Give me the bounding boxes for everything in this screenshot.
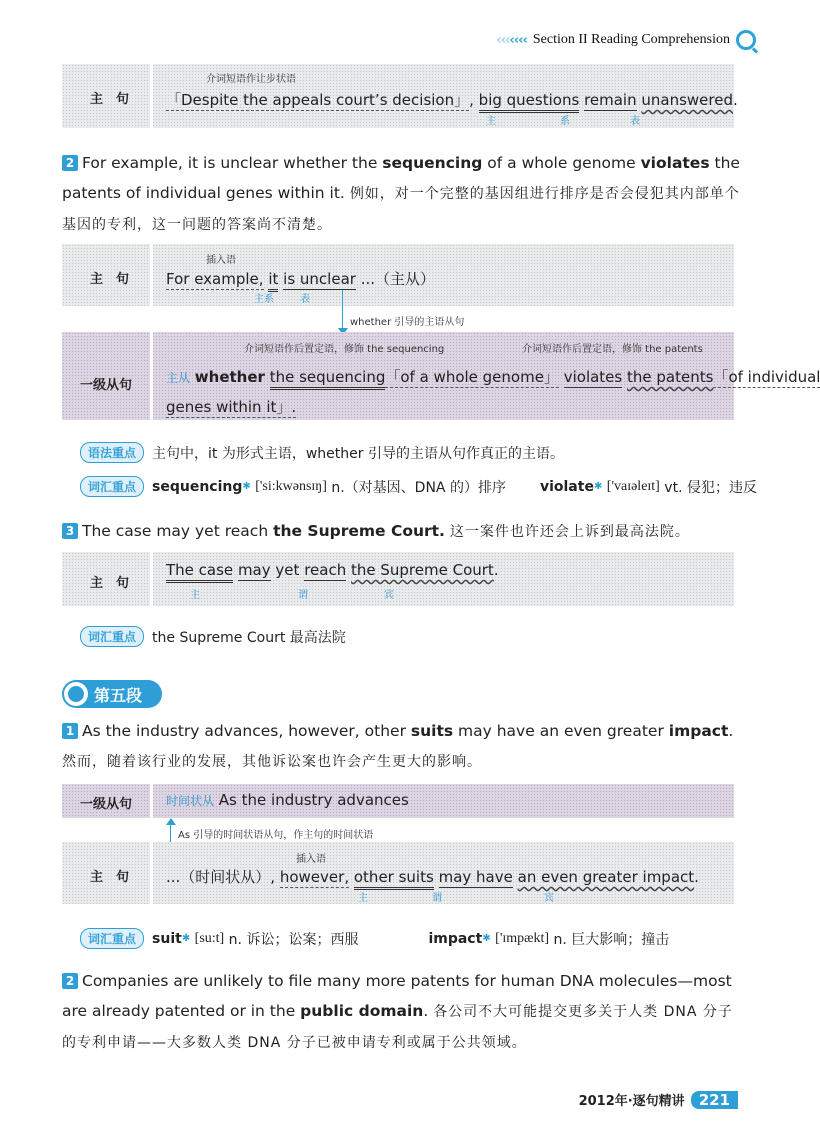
vocab-note: [80, 476, 757, 497]
clause-ref: ...（主从）: [360, 270, 436, 288]
role-tag: 系: [560, 116, 570, 127]
box-divider: [150, 842, 153, 904]
arrows-icon: ‹‹‹‹‹‹‹: [496, 32, 527, 48]
punct: .: [733, 91, 738, 109]
translation: 各公司不大可能提交更多关于人类 DNA 分子的专利申请——大多数人类 DNA 分子已被申请专利或属于公共领域。: [62, 1004, 733, 1051]
keyword: impact: [668, 722, 729, 740]
paragraph: [62, 966, 742, 1058]
punct: .: [493, 561, 499, 579]
paragraph: [62, 716, 742, 777]
sentence-text: The case may yet reach: [82, 522, 274, 540]
box-divider: [150, 784, 153, 818]
phonetic: [su:t]: [194, 930, 225, 946]
arrow-head-icon: [166, 818, 176, 825]
box-divider: [150, 552, 153, 606]
vocab-note: [80, 626, 346, 647]
keyword: violates: [640, 154, 710, 172]
keyword: the Supreme Court.: [273, 522, 445, 540]
modifier: 「of individual: [713, 368, 820, 386]
object: an even greater impact: [517, 868, 695, 886]
role-tag: 主系: [254, 294, 274, 305]
sentence-number: 2: [62, 973, 78, 989]
vocab-word: sequencing: [152, 478, 243, 495]
sentence-analysis: [166, 791, 409, 809]
definition: n.（对基因、DNA 的）排序: [331, 479, 506, 496]
grammar-note: [80, 442, 564, 463]
modifier: 「of a whole genome」: [385, 368, 559, 386]
vocab-word: impact: [428, 930, 483, 947]
sentence-analysis: [166, 89, 738, 110]
clause-label: 一级从句: [80, 378, 133, 393]
clause-label: 主 句: [90, 272, 130, 287]
object: the Supreme Court: [350, 561, 494, 579]
section-label: 第五段: [94, 685, 143, 705]
translation: 例如，对一个完整的基因组进行排序是否会侵犯其内部单个基因的专利，这一问题的答案尚不清楚。: [62, 186, 740, 233]
role-tag: 谓: [298, 590, 308, 601]
arrow-note: As 引导的时间状语从句，作主句的时间状语: [178, 830, 374, 841]
annotation: 介词短语作后置定语，修饰 the sequencing: [244, 344, 445, 355]
role-tag: 谓: [432, 893, 442, 904]
sentence-text: .: [423, 1002, 429, 1020]
subject: the sequencing: [270, 368, 386, 390]
clause-ref: ...（时间状从）,: [166, 868, 276, 886]
annotation: 介词短语作后置定语，修饰 the patents: [522, 344, 703, 355]
sentence-analysis: [166, 366, 820, 387]
translation: 然而，随着该行业的发展，其他诉讼案也许会产生更大的影响。: [62, 754, 482, 770]
adverb: yet: [275, 561, 300, 579]
sentence-text: For example, it is unclear whether the: [82, 154, 383, 172]
magnifier-q-icon: [64, 682, 88, 706]
keyword: public domain: [300, 1002, 424, 1020]
paragraph: [62, 516, 742, 547]
verb: may: [237, 561, 271, 579]
running-header: [496, 30, 756, 50]
predicative: unanswered: [641, 91, 734, 109]
subject: other suits: [354, 868, 434, 890]
annotation: 插入语: [296, 854, 326, 865]
keyword: suits: [410, 722, 454, 740]
star-icon: ✱: [181, 933, 191, 944]
section-title: [62, 680, 162, 708]
clause-text: As the industry advances: [218, 791, 409, 809]
clause-tag: 主从: [166, 371, 191, 385]
insertion: however,: [279, 868, 350, 886]
verb: may have: [438, 868, 513, 886]
insertion: For example,: [166, 270, 264, 288]
role-tag: 宾: [544, 893, 554, 904]
role-tag: 主: [190, 590, 200, 601]
sentence-number: 1: [62, 723, 78, 739]
definition: n. 诉讼；讼案；西服: [228, 931, 359, 948]
subject: big questions: [479, 91, 580, 113]
star-icon: ✱: [482, 933, 491, 944]
box-divider: [150, 64, 153, 128]
role-tag: 表: [630, 116, 640, 127]
sentence-text: may have an even greater: [453, 722, 669, 740]
arrow-connector: [342, 290, 343, 332]
sentence-number: 3: [62, 523, 78, 539]
conjunction: whether: [194, 368, 265, 386]
page-footer: [579, 1090, 738, 1109]
punct: ,: [469, 91, 479, 109]
phrase-concession: 「Despite the appeals court’s decision」: [166, 91, 470, 109]
role-tag: 表: [300, 294, 310, 305]
vocab-word: violate: [539, 478, 594, 495]
arrow-note: whether 引导的主语从句: [350, 317, 465, 328]
punct: .: [694, 868, 699, 886]
sentence-text: of a whole genome: [482, 154, 641, 172]
box-divider: [150, 332, 153, 420]
sentence-text: Companies are unlikely to file many more patents for human DNA molecules—most are already patented or in the: [62, 972, 732, 1020]
verb: remain: [584, 91, 637, 109]
translation: 这一案件也许还会上诉到最高法院。: [449, 524, 690, 540]
subject: The case: [166, 561, 233, 583]
vocab-note: [80, 928, 669, 949]
object: the patents: [627, 368, 714, 386]
clause-label: 主 句: [90, 576, 130, 591]
box-divider: [150, 244, 153, 306]
clause-label: 主 句: [90, 870, 130, 885]
note-pill: 词汇重点: [80, 626, 144, 647]
sentence-text: the patents of individual genes within it.: [62, 154, 740, 202]
role-tag: 主: [358, 893, 368, 904]
modifier: genes within it」.: [166, 398, 297, 416]
phonetic: ['ɪmpækt]: [495, 930, 550, 946]
note-text: 主句中，it 为形式主语，whether 引导的主语从句作真正的主语。: [152, 445, 564, 462]
note-pill: 语法重点: [80, 442, 144, 463]
sentence-analysis: [166, 396, 296, 417]
paragraph: [62, 148, 742, 240]
verb: violates: [563, 368, 623, 386]
annotation: 插入语: [206, 255, 236, 266]
magnifier-q-icon: [736, 30, 756, 50]
verb: reach: [304, 561, 347, 579]
sentence-text: .: [728, 722, 734, 740]
phonetic: ['vaɪəleɪt]: [606, 478, 660, 494]
clause-label: 主 句: [90, 92, 130, 107]
star-icon: ✱: [593, 481, 603, 492]
phonetic: ['si:kwənsɪŋ]: [255, 478, 327, 494]
header-title: Section II Reading Comprehension: [532, 32, 730, 47]
book-title: 2012年·逐句精讲: [578, 1094, 685, 1109]
role-tag: 宾: [384, 590, 394, 601]
sentence-number: 2: [62, 155, 78, 171]
sentence-analysis: [166, 561, 499, 579]
page-number: 221: [691, 1091, 738, 1109]
role-tag: 主: [486, 116, 496, 127]
annotation: 介词短语作让步状语: [206, 74, 296, 85]
definition: n. 巨大影响；撞击: [553, 931, 670, 948]
sentence-analysis: [166, 866, 699, 887]
sentence-analysis: [166, 268, 435, 289]
star-icon: ✱: [242, 481, 251, 492]
clause-tag: 时间状从: [166, 794, 215, 808]
sentence-text: As the industry advances, however, other: [82, 722, 411, 740]
vocab-word: suit: [152, 930, 182, 947]
note-pill: 词汇重点: [80, 476, 144, 497]
clause-label: 一级从句: [80, 797, 133, 812]
subject: it: [268, 270, 278, 292]
definition: vt. 侵犯；违反: [664, 479, 757, 496]
note-text: the Supreme Court 最高法院: [152, 629, 346, 646]
note-pill: 词汇重点: [80, 928, 144, 949]
keyword: sequencing: [382, 154, 483, 172]
predicate: is unclear: [283, 270, 356, 288]
